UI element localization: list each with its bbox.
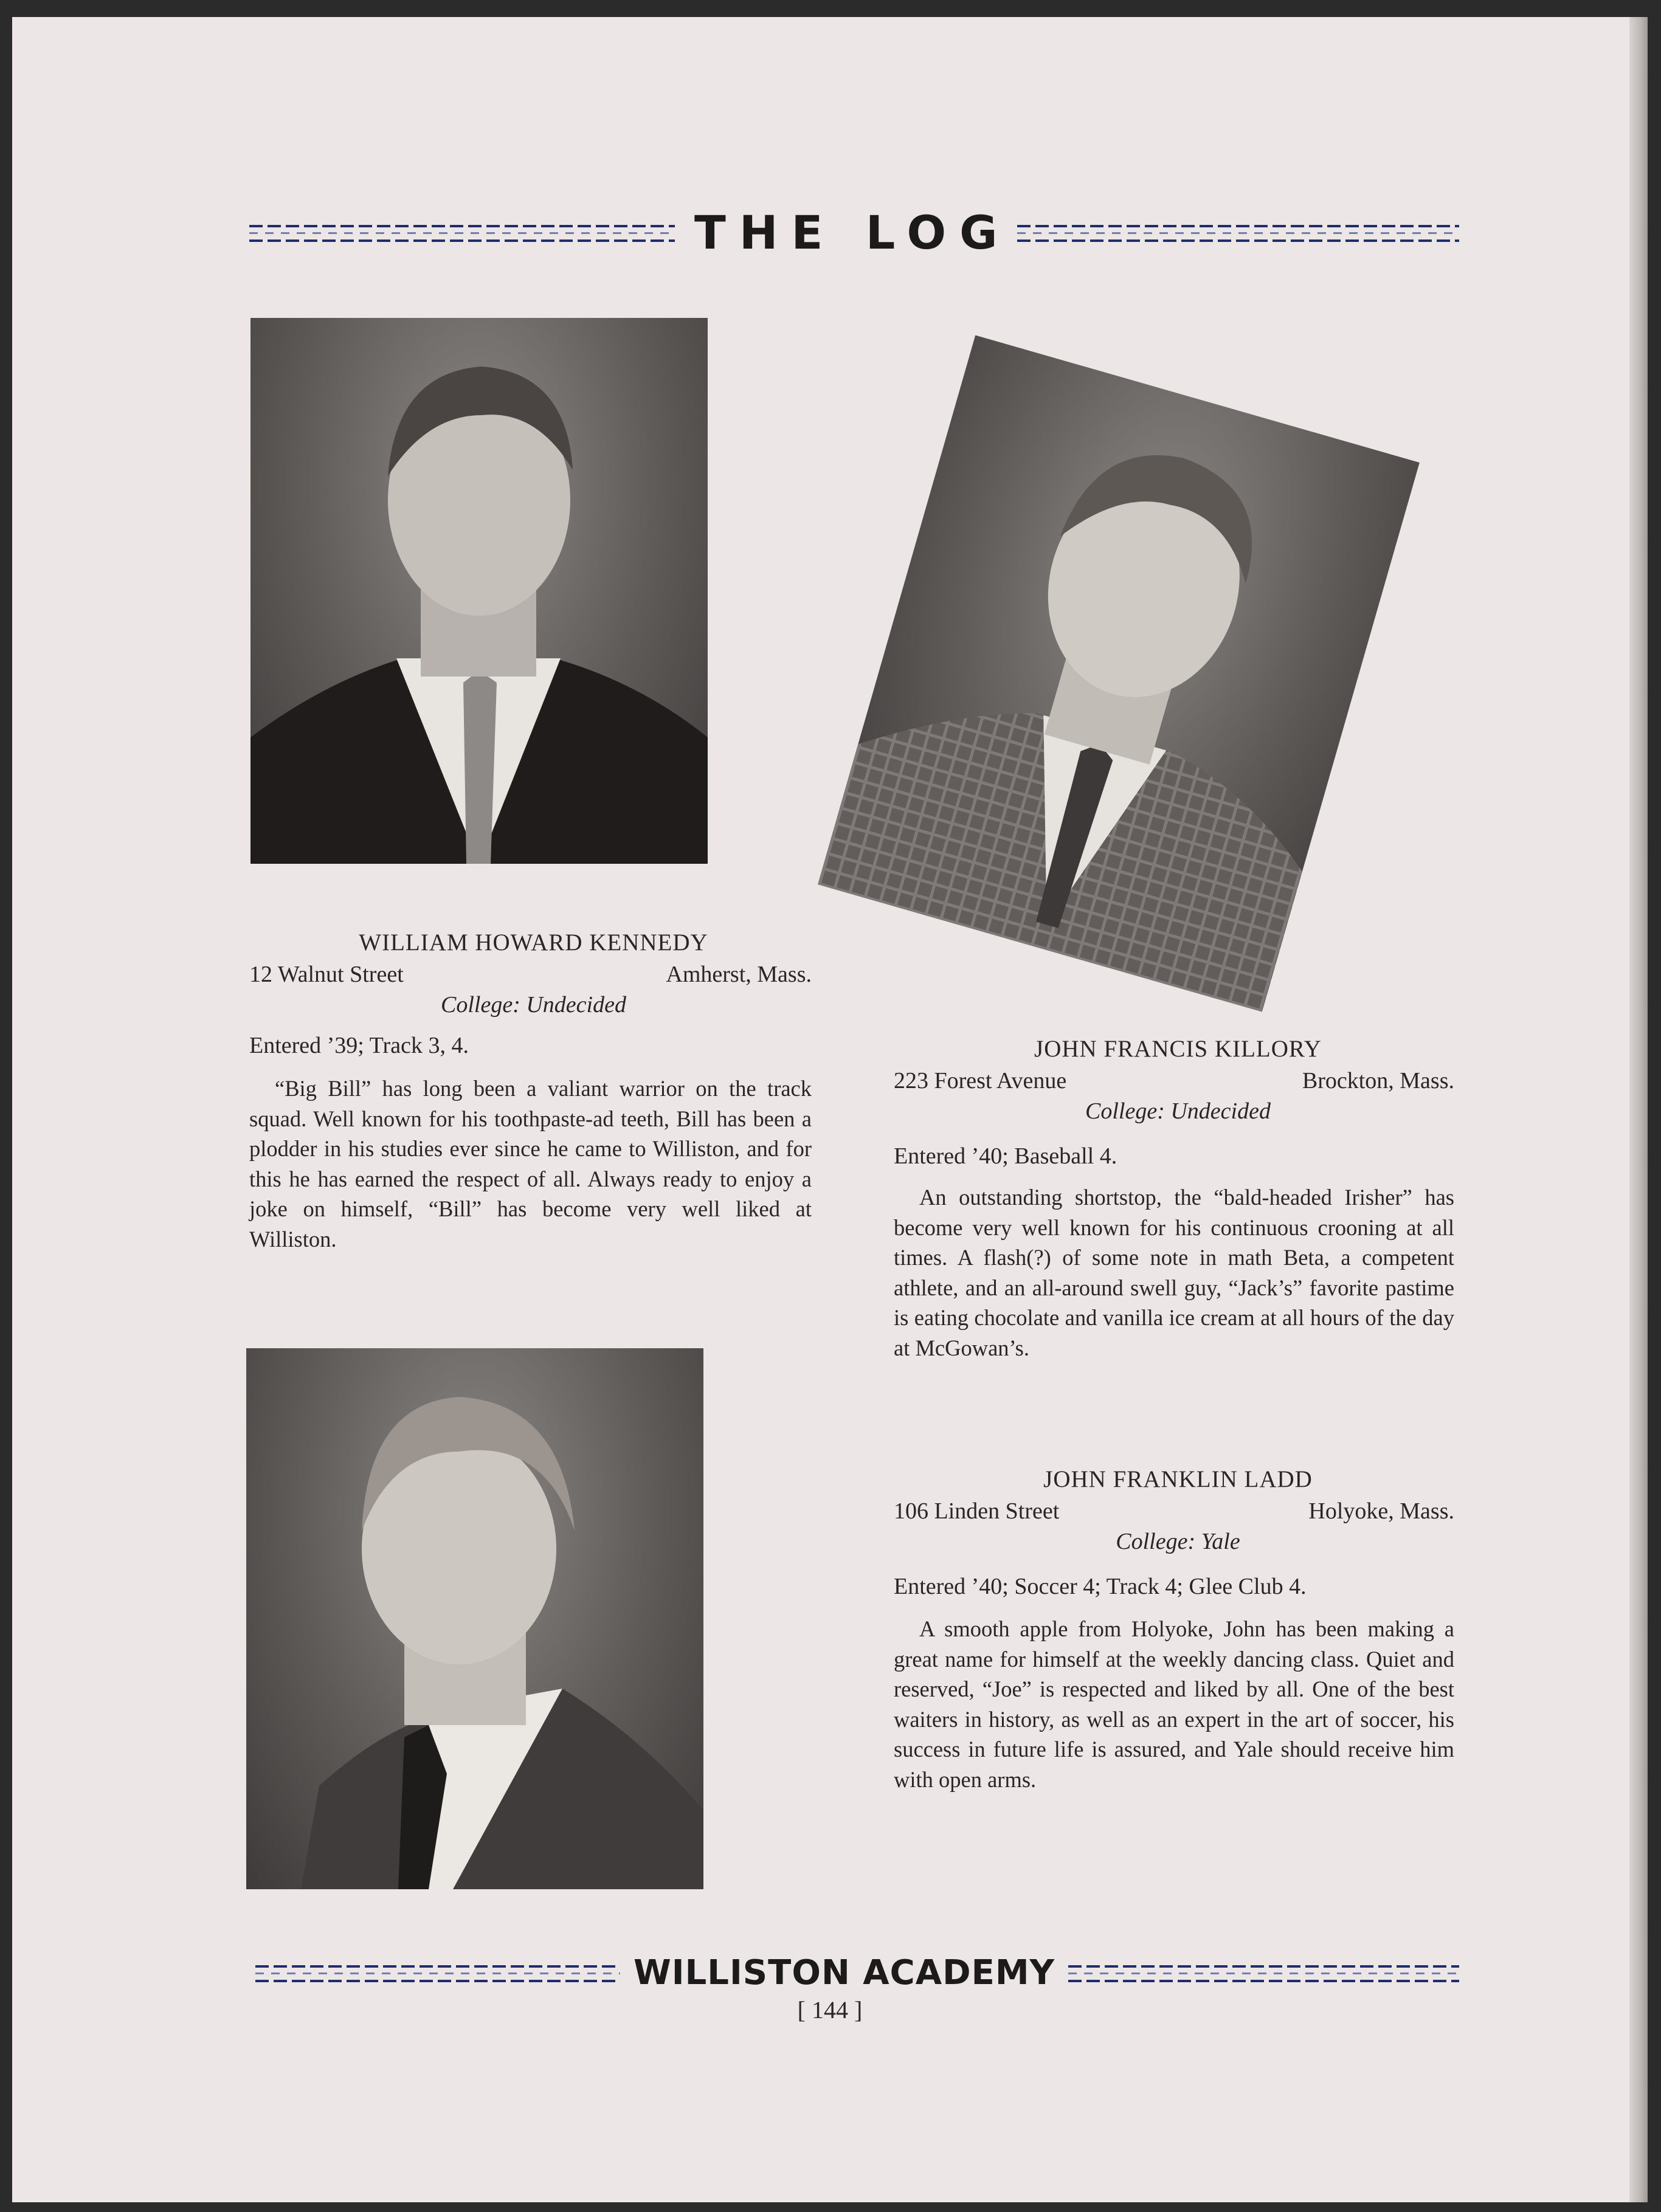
- header-title: THE LOG: [694, 205, 1011, 260]
- wave-ornament-right: [1017, 220, 1459, 246]
- college-ladd: College: Yale: [1116, 1529, 1240, 1554]
- page-spine: [1629, 17, 1648, 2202]
- bio-ladd: A smooth apple from Holyoke, John has been making a great name for himself at the weekly dancing class. Quiet and reserved, “Joe” is respected and liked by all. One of the best waiters in history, as well as an expert in the art of soccer, his success in future life is assured, and Yale should receive him with open arms.: [894, 1616, 1454, 1792]
- street-killory: 223 Forest Avenue: [894, 1068, 1067, 1094]
- student-name-ladd: JOHN FRANKLIN LADD: [1043, 1466, 1313, 1492]
- student-name-kennedy: WILLIAM HOWARD KENNEDY: [359, 929, 708, 956]
- bio-killory: An outstanding shortstop, the “bald-headed Irisher” has become very well known for his continuous crooning at all times. A flash(?) of some note in math Beta, a competent athlete, and an all-around swell guy, “Jack’s” favorite pastime is eating chocolate and vanilla ice cream at all hours of the day at McGowan’s.: [894, 1185, 1454, 1360]
- entered-killory: Entered ’40; Baseball 4.: [894, 1143, 1117, 1169]
- city-kennedy: Amherst, Mass.: [666, 962, 812, 987]
- address-line-kennedy: [249, 961, 812, 988]
- portrait-photo-killory: [818, 335, 1420, 1011]
- page-number: [ 144 ]: [797, 1996, 863, 2024]
- entered-ladd: Entered ’40; Soccer 4; Track 4; Glee Club 4.: [894, 1574, 1307, 1599]
- address-line-killory: [894, 1067, 1454, 1094]
- yearbook-page: [12, 17, 1648, 2202]
- wave-ornament-left: [249, 220, 675, 246]
- street-kennedy: 12 Walnut Street: [249, 962, 404, 987]
- portrait-photo-kennedy: [250, 318, 708, 864]
- wave-ornament-right: [1068, 1960, 1459, 1986]
- portrait-photo-ladd: [246, 1348, 703, 1889]
- street-ladd: 106 Linden Street: [894, 1498, 1060, 1524]
- wave-ornament-left: [255, 1960, 620, 1986]
- student-name-killory: JOHN FRANCIS KILLORY: [1034, 1036, 1322, 1062]
- city-ladd: Holyoke, Mass.: [1308, 1498, 1454, 1524]
- city-killory: Brockton, Mass.: [1302, 1068, 1454, 1094]
- college-killory: College: Undecided: [1085, 1098, 1271, 1124]
- footer-banner: [255, 1953, 1459, 1993]
- entered-kennedy: Entered ’39; Track 3, 4.: [249, 1033, 469, 1058]
- footer-title: WILLISTON ACADEMY: [634, 1953, 1055, 1993]
- bio-kennedy: “Big Bill” has long been a valiant warrior on the track squad. Well known for his toothpaste-ad teeth, Bill has been a plodder in his studies ever since he came to Williston, and for this he has earned the respect of all. Always ready to enjoy a joke on himself, “Bill” has become very well liked at Williston.: [249, 1076, 812, 1252]
- address-line-ladd: [894, 1498, 1454, 1525]
- college-kennedy: College: Undecided: [441, 992, 626, 1018]
- header-banner: [249, 205, 1459, 260]
